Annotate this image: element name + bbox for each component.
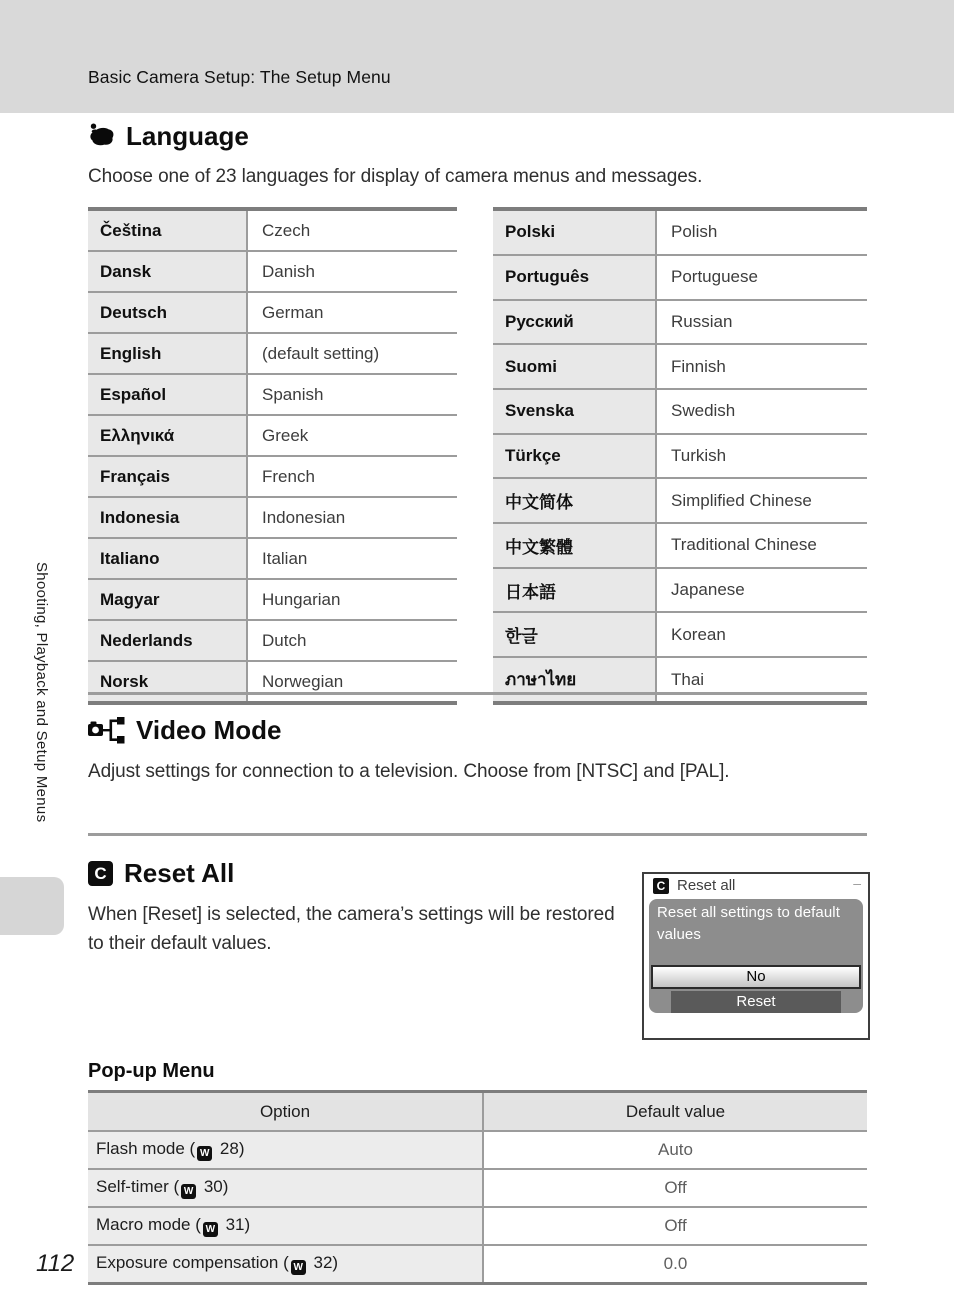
language-native-name: 日本語 [493, 568, 656, 613]
page-reference-icon: W [181, 1184, 196, 1199]
language-english-name: Hungarian [247, 579, 457, 620]
popup-option-label: Macro mode ( [96, 1215, 201, 1234]
popup-option-page-ref: 28) [215, 1139, 245, 1158]
language-row [88, 661, 457, 703]
language-english-name: Traditional Chinese [656, 523, 867, 568]
option-column-header: Option [88, 1092, 483, 1132]
language-english-name: Spanish [247, 374, 457, 415]
popup-option-page-ref: 32) [308, 1253, 339, 1272]
language-native-name: Español [88, 374, 247, 415]
popup-default-value-cell: Off [483, 1169, 867, 1207]
language-row [493, 209, 867, 255]
popup-default-value-cell: Auto [483, 1131, 867, 1169]
popup-option-label: Self-timer ( [96, 1177, 180, 1196]
no-button: No [651, 965, 861, 989]
language-native-name: Svenska [493, 389, 656, 434]
popup-option-cell [88, 1207, 483, 1245]
header-band [0, 0, 954, 113]
language-section-heading [88, 121, 249, 152]
language-english-name: Simplified Chinese [656, 478, 867, 523]
language-english-name: Finnish [656, 344, 867, 389]
language-native-name: Dansk [88, 251, 247, 292]
language-row [493, 568, 867, 613]
language-row [88, 209, 457, 251]
popup-menu-row [88, 1245, 867, 1284]
language-english-name: Czech [262, 220, 311, 240]
popup-option-label: Exposure compensation ( [96, 1253, 289, 1272]
language-native-name: Italiano [88, 538, 247, 579]
language-row [88, 333, 457, 374]
popup-option-cell [88, 1169, 483, 1207]
popup-menu-row [88, 1131, 867, 1169]
language-english-name: (default setting) [247, 333, 457, 374]
language-row [493, 478, 867, 523]
page-number: 112 [36, 1250, 75, 1277]
language-native-name: Magyar [88, 579, 247, 620]
language-row [88, 579, 457, 620]
popup-menu-row [88, 1169, 867, 1207]
language-english-name: Portuguese [656, 255, 867, 300]
language-tables [88, 207, 867, 705]
language-row [493, 434, 867, 479]
language-native-name: 中文简体 [493, 478, 656, 523]
language-native-name: Čeština [88, 209, 247, 251]
language-english-name: Polish [671, 222, 718, 242]
screen-message: Reset all settings to default values [657, 904, 841, 943]
language-english-name: Indonesian [247, 497, 457, 538]
video-section-heading [88, 715, 281, 746]
language-english-name: Dutch [247, 620, 457, 661]
popup-menu-heading: Pop-up Menu [88, 1060, 215, 1082]
reset-c-icon: C [653, 878, 669, 894]
language-row [493, 612, 867, 657]
language-english-name: Swedish [656, 389, 867, 434]
language-native-name: Polski [493, 209, 656, 255]
language-native-name: Indonesia [88, 497, 247, 538]
screen-corner-dash: – [853, 875, 861, 891]
chapter-thumb-tab [0, 877, 64, 935]
language-english-name: Turkish [656, 434, 867, 479]
language-english-name: German [247, 292, 457, 333]
language-native-name: 한글 [493, 612, 656, 657]
section-divider [88, 692, 867, 695]
language-native-name: Deutsch [88, 292, 247, 333]
screen-message-panel [649, 899, 863, 1013]
language-row [88, 374, 457, 415]
language-native-name: Suomi [493, 344, 656, 389]
language-native-name: 中文繁體 [493, 523, 656, 568]
popup-menu-table [88, 1090, 867, 1285]
language-native-name: Türkçe [493, 434, 656, 479]
language-row [88, 497, 457, 538]
reset-c-icon: C [88, 861, 113, 886]
reset-button: Reset [671, 991, 841, 1013]
language-native-name: Português [493, 255, 656, 300]
video-section-description: Adjust settings for connection to a television. Choose from [NTSC] and [PAL]. [88, 761, 730, 782]
video-connection-icon [88, 717, 125, 744]
language-english-name: Greek [247, 415, 457, 456]
language-row [88, 251, 457, 292]
page-reference-icon: W [203, 1222, 218, 1237]
language-native-name: ภาษาไทย [493, 657, 656, 703]
language-row [493, 300, 867, 345]
section-divider [88, 833, 867, 836]
chapter-sidebar-label: Shooting, Playback and Setup Menus [33, 562, 50, 823]
language-section-title: Language [126, 121, 249, 151]
reset-section-heading [88, 858, 234, 889]
language-row [88, 292, 457, 333]
language-table-left [88, 207, 457, 705]
page-reference-icon: W [197, 1146, 212, 1161]
language-english-name: Italian [247, 538, 457, 579]
popup-menu-row [88, 1207, 867, 1245]
language-globe-icon [88, 123, 115, 150]
language-english-name: Japanese [656, 568, 867, 613]
language-english-name: French [247, 456, 457, 497]
running-header: Basic Camera Setup: The Setup Menu [88, 67, 391, 87]
language-native-name: Русский [493, 300, 656, 345]
popup-default-value-cell: Off [483, 1207, 867, 1245]
language-native-name: Ελληνικά [88, 415, 247, 456]
language-row [493, 523, 867, 568]
default-value-column-header: Default value [483, 1092, 867, 1132]
language-section-description: Choose one of 23 languages for display of camera menus and messages. [88, 166, 703, 187]
language-english-name: Russian [656, 300, 867, 345]
language-native-name: English [88, 333, 247, 374]
language-native-name: Nederlands [88, 620, 247, 661]
language-row [493, 657, 867, 703]
language-row [88, 620, 457, 661]
popup-option-label: Flash mode ( [96, 1139, 196, 1158]
camera-lcd-screenshot [642, 872, 870, 1040]
reset-section-title: Reset All [124, 858, 235, 888]
popup-default-value-cell: 0.0 [483, 1245, 867, 1284]
popup-header-row [88, 1092, 867, 1132]
language-row [493, 344, 867, 389]
page-reference-icon: W [291, 1260, 306, 1275]
language-table-right [493, 207, 867, 705]
popup-option-page-ref: 31) [220, 1215, 251, 1234]
language-native-name: Norsk [88, 661, 247, 703]
language-english-name: Danish [247, 251, 457, 292]
language-english-name: Korean [656, 612, 867, 657]
language-row [493, 255, 867, 300]
language-row [493, 389, 867, 434]
video-section-title: Video Mode [136, 715, 282, 745]
language-native-name: Français [88, 456, 247, 497]
popup-option-page-ref: 30) [199, 1177, 229, 1196]
language-row [88, 456, 457, 497]
popup-option-cell [88, 1245, 483, 1284]
popup-option-cell [88, 1131, 483, 1169]
language-english-name: Thai [656, 657, 867, 703]
reset-section-description: When [Reset] is selected, the camera’s settings will be restored to their default values. [88, 904, 615, 954]
screen-title: Reset all [677, 877, 736, 894]
language-english-name: Norwegian [247, 661, 457, 703]
language-row [88, 415, 457, 456]
language-row [88, 538, 457, 579]
